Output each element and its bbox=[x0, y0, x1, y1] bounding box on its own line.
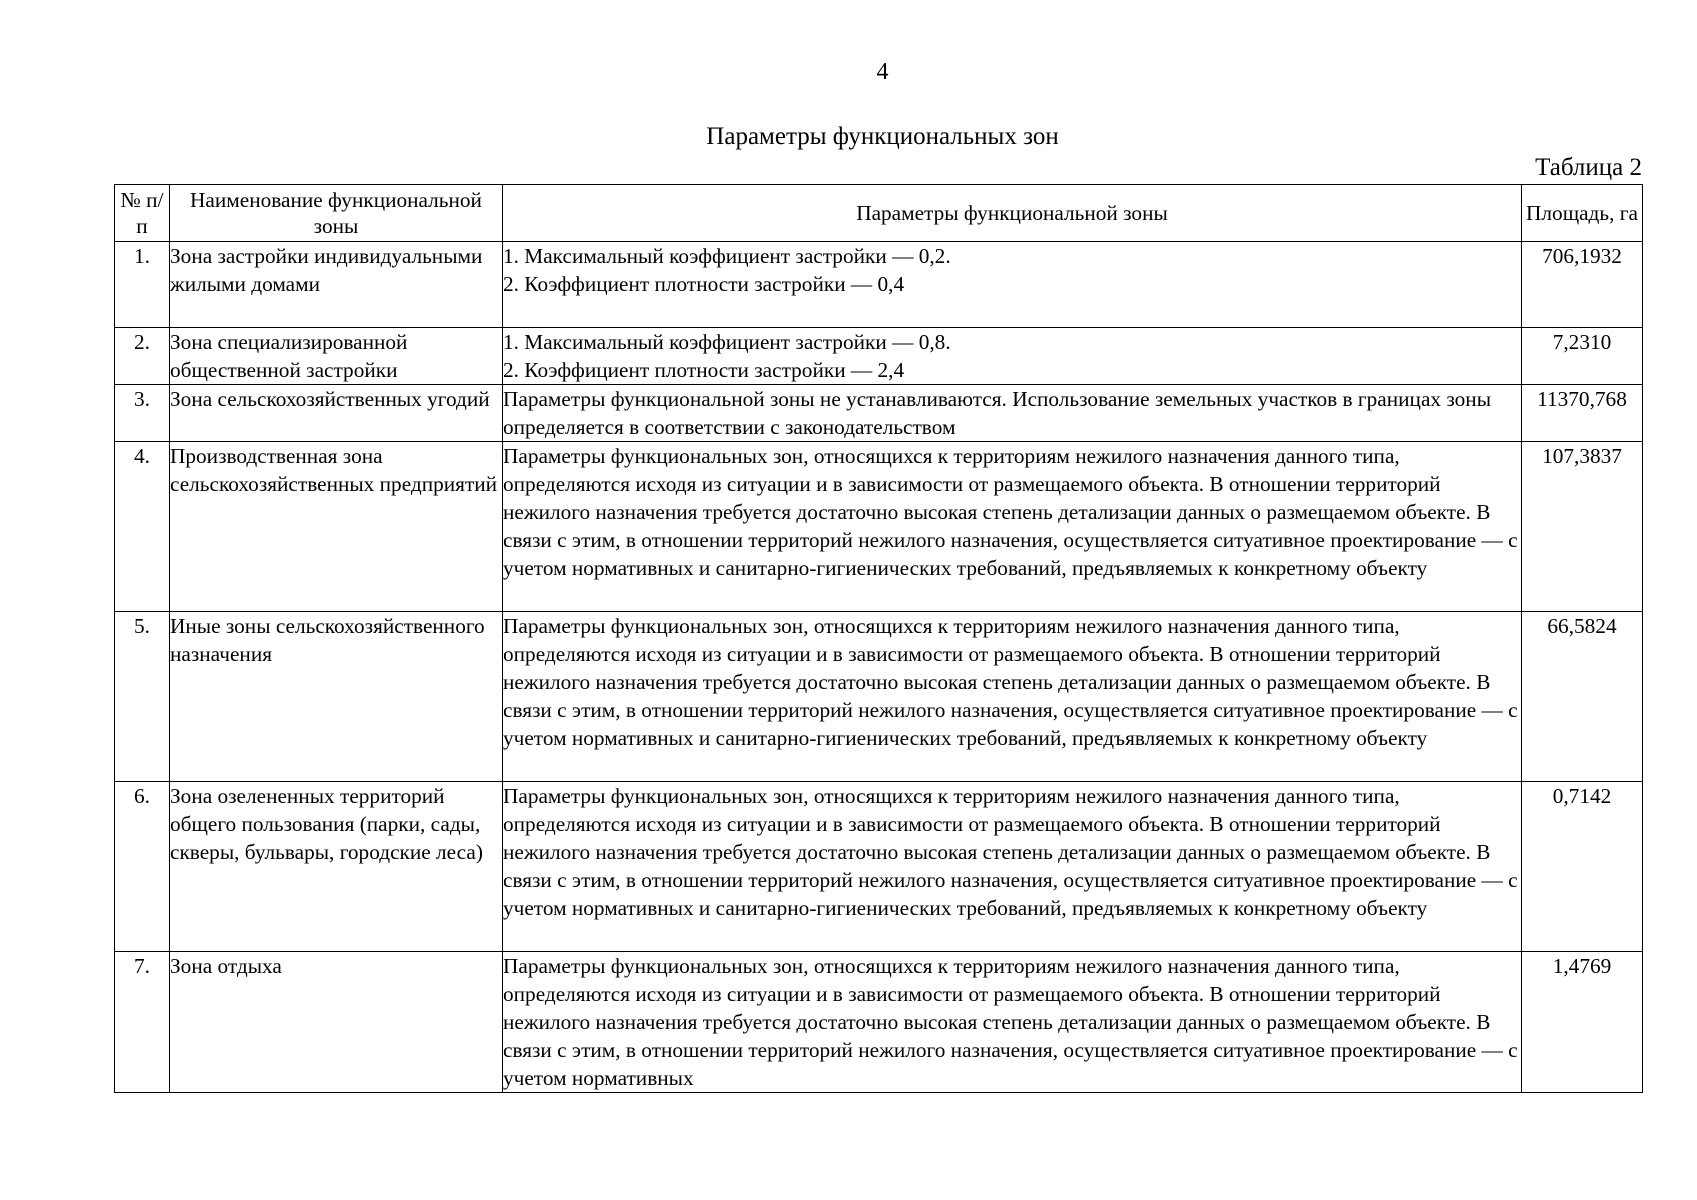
zone-parameter-line: Параметры функциональных зон, относящихся к территориям нежилого назначения данного типа, определяются исходя из ситуации и в зависимости от размещаемого объекта. В отношении территорий нежилого назначения требуется достаточно высокая степень детализации данных о размещаемом объекте. В связи с этим, в отношении территорий нежилого назначения, осуществляется ситуативное проектирование — с учетом нормативных и санитарно-гигиенических требований, предъявляемых к конкретному объекту bbox=[503, 784, 1518, 920]
page-number: 4 bbox=[876, 59, 889, 85]
zone-name: Производственная зона сельскохозяйственных предприятий bbox=[170, 444, 498, 496]
table-row bbox=[115, 328, 1643, 385]
zone-parameters bbox=[503, 328, 1521, 383]
zone-parameters bbox=[503, 442, 1521, 582]
zone-parameters bbox=[503, 242, 1521, 298]
zone-name-cell bbox=[170, 952, 503, 1093]
page-title: Параметры функциональных зон bbox=[706, 123, 1059, 150]
zone-name-cell bbox=[170, 442, 503, 612]
zone-parameter-line: 2. Коэффициент плотности застройки — 2,4 bbox=[503, 358, 905, 382]
zone-parameters bbox=[503, 385, 1521, 440]
zone-parameter-line: Параметры функциональных зон, относящихся к территориям нежилого назначения данного типа, определяются исходя из ситуации и в зависимости от размещаемого объекта. В отношении территорий нежилого назначения требуется достаточно высокая степень детализации данных о размещаемом объекте. В связи с этим, в отношении территорий нежилого назначения, осуществляется ситуативное проектирование — с учетом нормативных и санитарно-гигиенических требований, предъявляемых к конкретному объекту bbox=[503, 444, 1518, 580]
header-zone-parameters: Параметры функциональной зоны bbox=[503, 185, 1522, 242]
zone-area: 7,2310 bbox=[1522, 328, 1643, 385]
table-header-row bbox=[115, 185, 1643, 242]
zone-parameters-cell bbox=[503, 442, 1522, 612]
zone-name-cell bbox=[170, 385, 503, 442]
zone-name-cell bbox=[170, 782, 503, 952]
zone-area: 706,1932 bbox=[1522, 242, 1643, 328]
zone-parameter-line: 1. Максимальный коэффициент застройки — 0,8. bbox=[503, 330, 951, 354]
header-number: № п/п bbox=[115, 185, 170, 242]
row-number: 4. bbox=[115, 442, 170, 612]
zone-parameters bbox=[503, 952, 1521, 1091]
zone-area: 66,5824 bbox=[1522, 612, 1643, 782]
header-zone-name: Наименование функциональной зоны bbox=[170, 185, 503, 242]
zone-name: Зона сельскохозяйственных угодий bbox=[170, 387, 490, 411]
table-body bbox=[115, 242, 1643, 1093]
zone-name: Зона озелененных территорий общего пользования (парки, сады, скверы, бульвары, городские леса) bbox=[170, 784, 483, 864]
zone-parameters bbox=[503, 782, 1521, 922]
zone-parameter-line: Параметры функциональной зоны не устанавливаются. Использование земельных участков в границах зоны определяется в соответствии с законодательством bbox=[503, 387, 1492, 439]
zone-parameters-cell bbox=[503, 385, 1522, 442]
zone-parameter-line: Параметры функциональных зон, относящихся к территориям нежилого назначения данного типа, определяются исходя из ситуации и в зависимости от размещаемого объекта. В отношении территорий нежилого назначения требуется достаточно высокая степень детализации данных о размещаемом объекте. В связи с этим, в отношении территорий нежилого назначения, осуществляется ситуативное проектирование — с учетом нормативных bbox=[503, 954, 1518, 1090]
zone-area: 11370,768 bbox=[1522, 385, 1643, 442]
functional-zones-table bbox=[114, 184, 1643, 1093]
zone-name: Зона застройки индивидуальными жилыми домами bbox=[170, 244, 483, 296]
zone-area: 107,3837 bbox=[1522, 442, 1643, 612]
zone-parameters-cell bbox=[503, 242, 1522, 328]
table-row bbox=[115, 242, 1643, 328]
row-number: 3. bbox=[115, 385, 170, 442]
zone-parameters-cell bbox=[503, 952, 1522, 1093]
zone-name-cell bbox=[170, 242, 503, 328]
zone-parameters bbox=[503, 612, 1521, 752]
zone-parameters-cell bbox=[503, 328, 1522, 385]
table-row bbox=[115, 385, 1643, 442]
table-row bbox=[115, 612, 1643, 782]
zone-area: 1,4769 bbox=[1522, 952, 1643, 1093]
row-number: 5. bbox=[115, 612, 170, 782]
zone-name: Зона специализированной общественной застройки bbox=[170, 330, 408, 382]
zone-name-cell bbox=[170, 328, 503, 385]
table-row bbox=[115, 442, 1643, 612]
row-number: 2. bbox=[115, 328, 170, 385]
zone-area: 0,7142 bbox=[1522, 782, 1643, 952]
row-number: 6. bbox=[115, 782, 170, 952]
zone-parameter-line: 2. Коэффициент плотности застройки — 0,4 bbox=[503, 272, 905, 296]
table-row bbox=[115, 782, 1643, 952]
zone-parameters-cell bbox=[503, 782, 1522, 952]
table-row bbox=[115, 952, 1643, 1093]
zone-parameter-line: Параметры функциональных зон, относящихся к территориям нежилого назначения данного типа, определяются исходя из ситуации и в зависимости от размещаемого объекта. В отношении территорий нежилого назначения требуется достаточно высокая степень детализации данных о размещаемом объекте. В связи с этим, в отношении территорий нежилого назначения, осуществляется ситуативное проектирование — с учетом нормативных и санитарно-гигиенических требований, предъявляемых к конкретному объекту bbox=[503, 614, 1518, 750]
row-number: 1. bbox=[115, 242, 170, 328]
table-caption: Таблица 2 bbox=[1535, 154, 1642, 181]
zone-name-cell bbox=[170, 612, 503, 782]
header-area: Площадь, га bbox=[1522, 185, 1643, 242]
zone-name: Иные зоны сельскохозяйственного назначения bbox=[170, 614, 485, 666]
zone-parameter-line: 1. Максимальный коэффициент застройки — 0,2. bbox=[503, 244, 951, 268]
zone-name: Зона отдыха bbox=[170, 954, 282, 978]
row-number: 7. bbox=[115, 952, 170, 1093]
zone-parameters-cell bbox=[503, 612, 1522, 782]
